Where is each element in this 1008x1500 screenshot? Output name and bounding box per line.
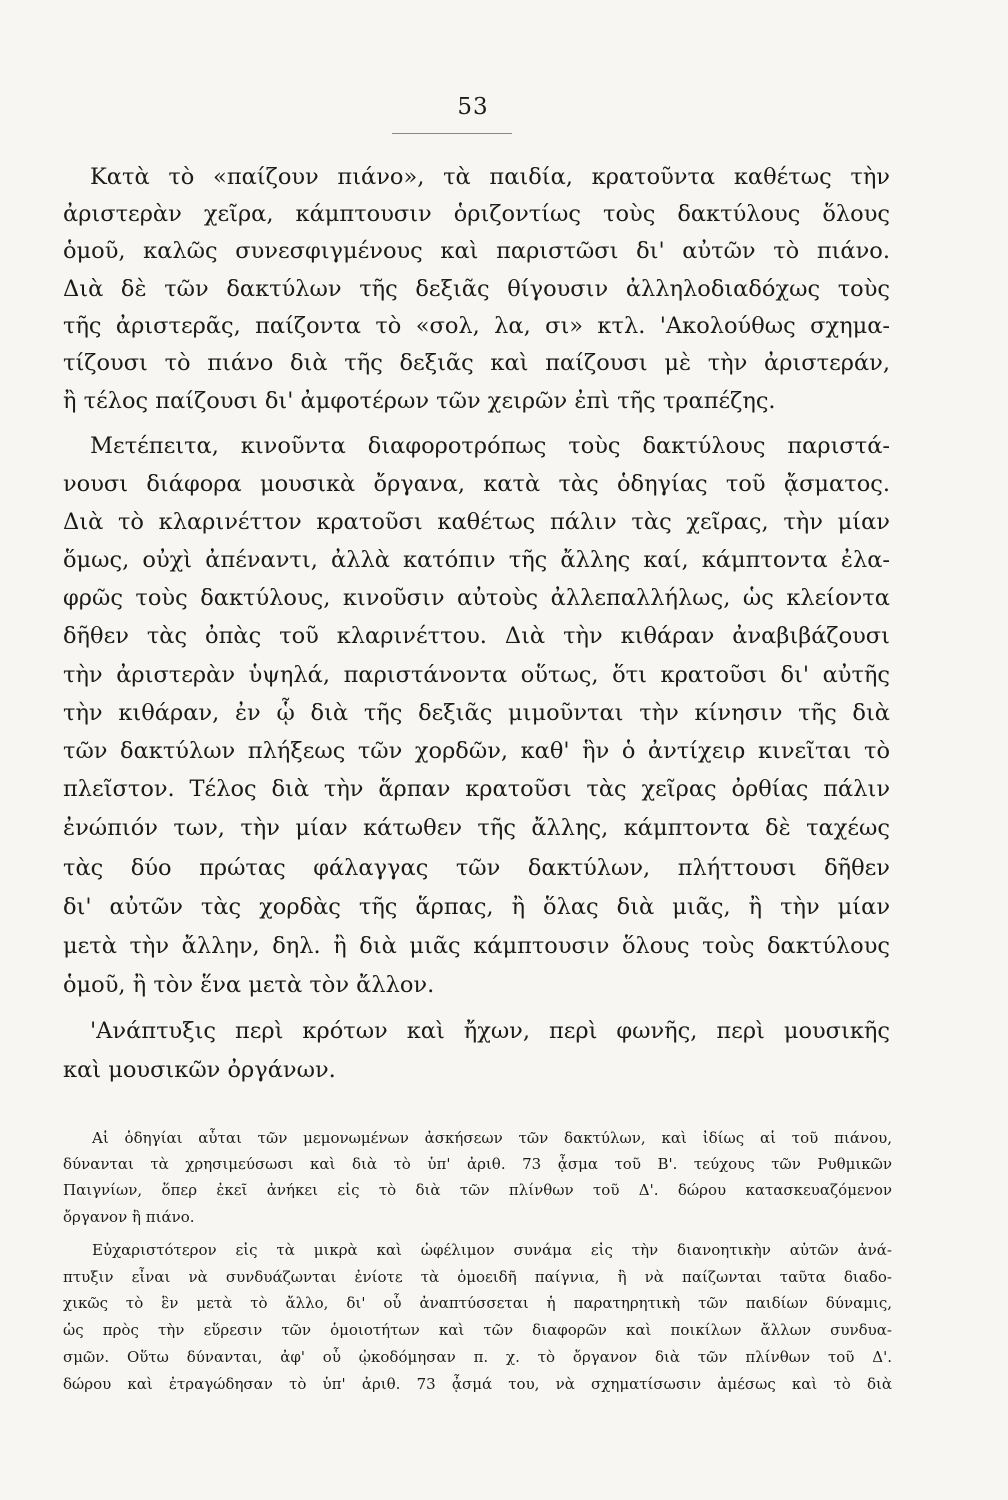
text-line: τὴν κιθάραν, ἐν ᾧ διὰ τῆς δεξιᾶς μιμοῦνται τὴν κίνησιν τῆς διὰ [63, 700, 890, 726]
text-line: Μετέπειτα, κινοῦντα διαφοροτρόπως τοὺς δακτύλους παριστά- [90, 433, 890, 459]
text-line: τῶν δακτύλων πλήξεως τῶν χορδῶν, καθ' ἣν ὁ ἀντίχειρ κινεῖται τὸ [63, 738, 890, 764]
page-number: 53 [457, 94, 489, 120]
footnote-line: χικῶς τὸ ἓν μετὰ τὸ ἄλλο, δι' οὗ ἀναπτύσσεται ἡ παρατηρητικὴ τῶν παιδίων δύναμις, [63, 1294, 892, 1312]
footnote-line: ὄργανον ἢ πιάνο. [63, 1208, 195, 1226]
footnote-line: δώρου καὶ ἐτραγώδησαν τὸ ὑπ' ἀριθ. 73 ᾆσμά του, νὰ σχηματίσωσιν ἀμέσως καὶ τὸ διὰ [63, 1375, 892, 1393]
text-line: ἀριστερὰν χεῖρα, κάμπτουσιν ὁριζοντίως τοὺς δακτύλους ὅλους [63, 201, 890, 227]
footnote-line: δύνανται τὰ χρησιμεύσωσι καὶ διὰ τὸ ὑπ' ἀριθ. 73 ᾆσμα τοῦ Β'. τεύχους τῶν Ρυθμικῶν [63, 1155, 892, 1173]
text-line: Διὰ τὸ κλαρινέττον κρατοῦσι καθέτως πάλιν τὰς χεῖρας, τὴν μίαν [63, 509, 890, 535]
footnote-line: Εὐχαριστότερον εἰς τὰ μικρὰ καὶ ὠφέλιμον συνάμα εἰς τὴν διανοητικὴν αὐτῶν ἀνά- [92, 1241, 892, 1259]
text-line: ἢ τέλος παίζουσι δι' ἀμφοτέρων τῶν χειρῶν ἐπὶ τῆς τραπέζης. [63, 388, 776, 414]
text-line: δῆθεν τὰς ὀπὰς τοῦ κλαρινέττου. Διὰ τὴν κιθάραν ἀναβιβάζουσι [63, 623, 890, 649]
text-line: ἐνώπιόν των, τὴν μίαν κάτωθεν τῆς ἄλλης, κάμπτοντα δὲ ταχέως [63, 815, 890, 841]
text-line: Διὰ δὲ τῶν δακτύλων τῆς δεξιᾶς θίγουσιν ἀλληλοδιαδόχως τοὺς [63, 276, 890, 302]
text-line: ὁμοῦ, καλῶς συνεσφιγμένους καὶ παριστῶσι δι' αὐτῶν τὸ πιάνο. [63, 238, 890, 264]
footnote-line: Αἱ ὁδηγίαι αὗται τῶν μεμονωμένων ἀσκήσεων τῶν δακτύλων, καὶ ἰδίως αἱ τοῦ πιάνου, [92, 1129, 892, 1147]
text-line: τῆς ἀριστερᾶς, παίζοντα τὸ «σολ, λα, σι» κτλ. 'Ακολούθως σχημα- [63, 313, 890, 339]
text-line: δι' αὐτῶν τὰς χορδὰς τῆς ἅρπας, ἢ ὅλας διὰ μιᾶς, ἢ τὴν μίαν [63, 894, 890, 920]
footnote-line: Παιγνίων, ὅπερ ἐκεῖ ἀνήκει εἰς τὸ διὰ τῶν πλίνθων τοῦ Δ'. δώρου κατασκευαζόμενον [63, 1181, 892, 1199]
section-heading-line: 'Ανάπτυξις περὶ κρότων καὶ ἤχων, περὶ φωνῆς, περὶ μουσικῆς [90, 1018, 890, 1044]
text-line: τὰς δύο πρώτας φάλαγγας τῶν δακτύλων, πλήττουσι δῆθεν [63, 855, 890, 881]
header-rule [392, 133, 512, 134]
footnote-line: σμῶν. Οὕτω δύνανται, ἀφ' οὗ ᾠκοδόμησαν π. χ. τὸ ὄργανον διὰ τῶν πλίνθων τοῦ Δ'. [63, 1348, 892, 1366]
text-line: τίζουσι τὸ πιάνο διὰ τῆς δεξιᾶς καὶ παίζουσι μὲ τὴν ἀριστεράν, [63, 350, 890, 376]
text-line: πλεῖστον. Τέλος διὰ τὴν ἅρπαν κρατοῦσι τὰς χεῖρας ὀρθίας πάλιν [63, 776, 890, 802]
text-line: ὁμοῦ, ἢ τὸν ἕνα μετὰ τὸν ἄλλον. [63, 972, 435, 998]
text-line: φρῶς τοὺς δακτύλους, κινοῦσιν αὐτοὺς ἀλλεπαλλήλως, ὡς κλείοντα [63, 585, 890, 611]
footnote-line: πτυξιν εἶναι νὰ συνδυάζωνται ἐνίοτε τὰ ὁμοειδῆ παίγνια, ἢ νὰ παίζωνται ταῦτα διαδο- [63, 1268, 892, 1286]
text-line: τὴν ἀριστερὰν ὑψηλά, παριστάνοντα οὕτως, ὅτι κρατοῦσι δι' αὐτῆς [63, 662, 890, 688]
text-line: μετὰ τὴν ἄλλην, δηλ. ἢ διὰ μιᾶς κάμπτουσιν ὅλους τοὺς δακτύλους [63, 933, 890, 959]
footnote-line: ὡς πρὸς τὴν εὕρεσιν τῶν ὁμοιοτήτων καὶ τῶν διαφορῶν καὶ ποικίλων ἄλλων συνδυα- [63, 1321, 892, 1339]
text-line: ὅμως, οὐχὶ ἀπέναντι, ἀλλὰ κατόπιν τῆς ἄλλης καί, κάμπτοντα ἐλα- [63, 547, 890, 573]
section-heading-line: καὶ μουσικῶν ὀργάνων. [63, 1057, 336, 1083]
text-line: Κατὰ τὸ «παίζουν πιάνο», τὰ παιδία, κρατοῦντα καθέτως τὴν [90, 164, 890, 190]
text-line: νουσι διάφορα μουσικὰ ὄργανα, κατὰ τὰς ὁδηγίας τοῦ ᾄσματος. [63, 471, 890, 497]
